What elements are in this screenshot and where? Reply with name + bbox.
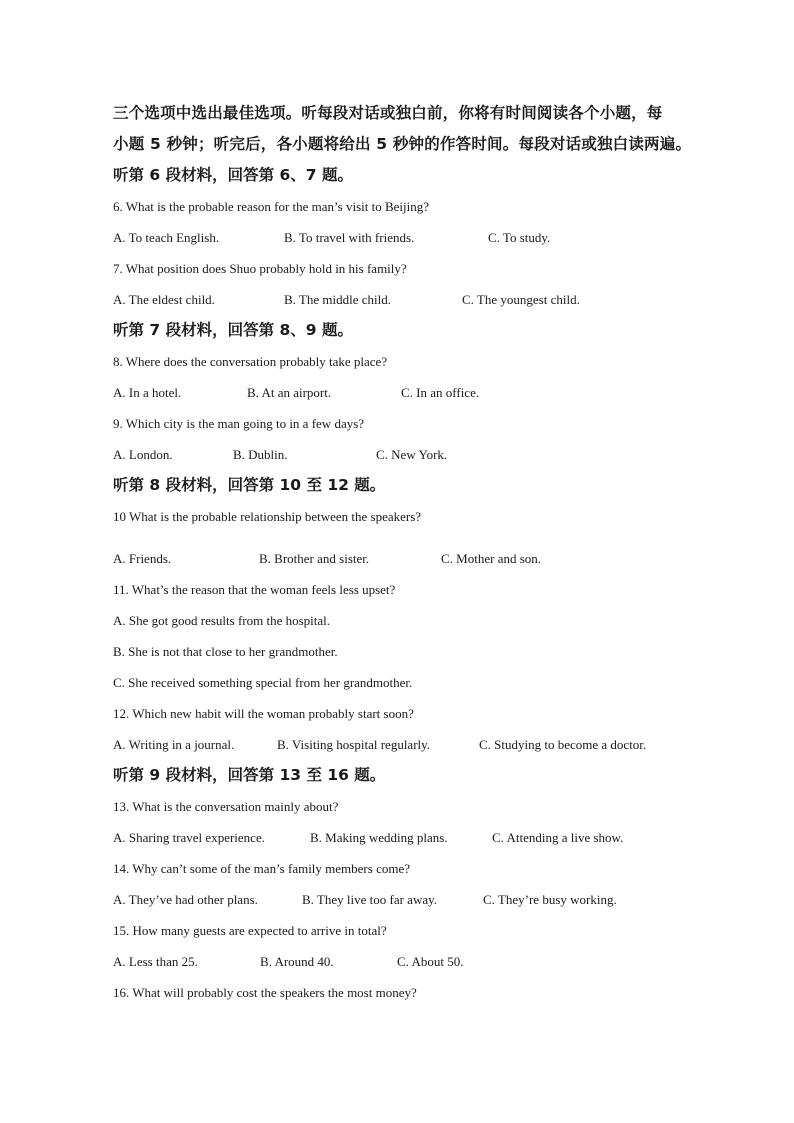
question-11: 11. What’s the reason that the woman feels less upset? xyxy=(113,582,396,597)
option-14-b[interactable]: B. They live too far away. xyxy=(302,892,438,907)
option-13-b[interactable]: B. Making wedding plans. xyxy=(310,830,448,845)
option-12-c[interactable]: C. Studying to become a doctor. xyxy=(479,737,647,752)
option-13-c[interactable]: C. Attending a live show. xyxy=(492,830,624,845)
question-7: 7. What position does Shuo probably hold in his family? xyxy=(113,261,407,276)
option-12-a[interactable]: A. Writing in a journal. xyxy=(113,737,235,752)
options-9 xyxy=(113,439,693,470)
question-6: 6. What is the probable reason for the man’s visit to Beijing? xyxy=(113,199,430,214)
instruction-line-1: 三个选项中选出最佳选项。听每段对话或独白前，你将有时间阅读各个小题，每 xyxy=(113,104,663,122)
options-8 xyxy=(113,377,693,408)
option-10-c[interactable]: C. Mother and son. xyxy=(441,551,542,566)
option-8-b[interactable]: B. At an airport. xyxy=(247,385,332,400)
option-6-a[interactable]: A. To teach English. xyxy=(113,230,220,245)
options-12 xyxy=(113,729,693,760)
options-6 xyxy=(113,222,693,253)
question-10: 10 What is the probable relationship between the speakers? xyxy=(113,509,422,524)
option-12-b[interactable]: B. Visiting hospital regularly. xyxy=(277,737,431,752)
option-8-a[interactable]: A. In a hotel. xyxy=(113,385,182,400)
section-heading-8: 听第 8 段材料，回答第 10 至 12 题。 xyxy=(113,476,386,494)
options-13 xyxy=(113,822,693,853)
option-11-a[interactable]: A. She got good results from the hospital. xyxy=(113,613,331,628)
option-7-a[interactable]: A. The eldest child. xyxy=(113,292,215,307)
exam-page xyxy=(113,98,693,1008)
section-heading-6: 听第 6 段材料，回答第 6、7 题。 xyxy=(113,166,353,184)
option-14-a[interactable]: A. They’ve had other plans. xyxy=(113,892,258,907)
options-10 xyxy=(113,543,693,574)
option-14-c[interactable]: C. They’re busy working. xyxy=(483,892,617,907)
option-6-c[interactable]: C. To study. xyxy=(488,230,551,245)
option-10-b[interactable]: B. Brother and sister. xyxy=(259,551,370,566)
option-11-c[interactable]: C. She received something special from her grandmother. xyxy=(113,675,413,690)
question-8: 8. Where does the conversation probably take place? xyxy=(113,354,388,369)
option-6-b[interactable]: B. To travel with friends. xyxy=(284,230,415,245)
option-10-a[interactable]: A. Friends. xyxy=(113,551,172,566)
option-9-b[interactable]: B. Dublin. xyxy=(233,447,288,462)
option-15-a[interactable]: A. Less than 25. xyxy=(113,954,198,969)
option-15-b[interactable]: B. Around 40. xyxy=(260,954,334,969)
option-13-a[interactable]: A. Sharing travel experience. xyxy=(113,830,265,845)
question-15: 15. How many guests are expected to arrive in total? xyxy=(113,923,387,938)
question-13: 13. What is the conversation mainly about? xyxy=(113,799,339,814)
section-heading-9: 听第 9 段材料，回答第 13 至 16 题。 xyxy=(113,766,386,784)
question-9: 9. Which city is the man going to in a few days? xyxy=(113,416,365,431)
option-7-c[interactable]: C. The youngest child. xyxy=(462,292,580,307)
options-15 xyxy=(113,946,693,977)
option-11-b[interactable]: B. She is not that close to her grandmother. xyxy=(113,644,338,659)
option-7-b[interactable]: B. The middle child. xyxy=(284,292,391,307)
question-16: 16. What will probably cost the speakers the most money? xyxy=(113,985,417,1000)
option-9-a[interactable]: A. London. xyxy=(113,447,173,462)
instruction-line-2: 小题 5 秒钟；听完后，各小题将给出 5 秒钟的作答时间。每段对话或独白读两遍。 xyxy=(113,135,692,153)
option-9-c[interactable]: C. New York. xyxy=(376,447,448,462)
options-7 xyxy=(113,284,693,315)
option-8-c[interactable]: C. In an office. xyxy=(401,385,480,400)
option-15-c[interactable]: C. About 50. xyxy=(397,954,464,969)
question-14: 14. Why can’t some of the man’s family members come? xyxy=(113,861,410,876)
options-14 xyxy=(113,884,693,915)
section-heading-7: 听第 7 段材料，回答第 8、9 题。 xyxy=(113,321,353,339)
question-12: 12. Which new habit will the woman probably start soon? xyxy=(113,706,414,721)
